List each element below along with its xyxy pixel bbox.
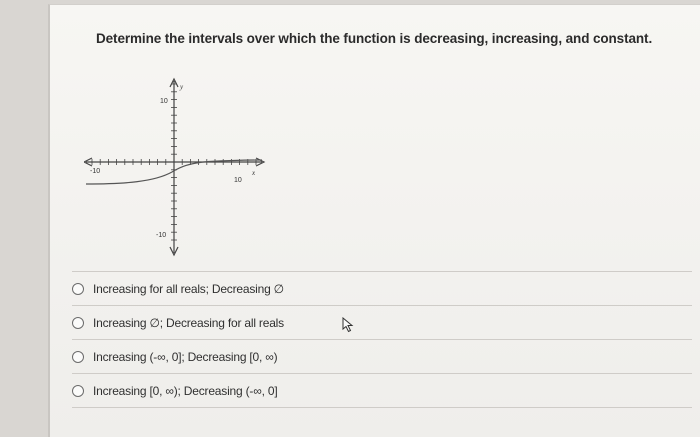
answer-option-1[interactable] — [72, 271, 692, 305]
y-tick-label-top: 10 — [160, 98, 168, 105]
radio-button[interactable] — [72, 351, 84, 363]
y-axis — [170, 79, 178, 255]
radio-button[interactable] — [72, 317, 84, 329]
x-axis-label: x — [252, 169, 256, 177]
question-text: Determine the intervals over which the function is decreasing, increasing, and constant. — [96, 31, 653, 46]
y-tick-label-bottom: -10 — [156, 232, 167, 239]
x-tick-label-right: 10 — [234, 177, 242, 184]
radio-button[interactable] — [72, 283, 84, 295]
answer-option-3[interactable] — [72, 339, 692, 373]
answer-option-label: Increasing [0, ∞); Decreasing (-∞, 0] — [93, 383, 278, 398]
mouse-cursor-icon — [342, 317, 354, 333]
y-axis-label: y — [180, 83, 184, 91]
answer-option-label: Increasing (-∞, 0]; Decreasing [0, ∞) — [93, 349, 278, 364]
answer-option-label: Increasing ∅; Decreasing for all reals — [93, 315, 284, 330]
function-graph — [84, 75, 284, 265]
x-tick-label-left: -10 — [90, 168, 101, 175]
answer-options — [72, 271, 692, 408]
answer-option-2[interactable] — [72, 305, 692, 339]
question-card — [48, 4, 700, 437]
answer-option-label: Increasing for all reals; Decreasing ∅ — [93, 281, 284, 296]
radio-button[interactable] — [72, 385, 84, 397]
answer-option-4[interactable] — [72, 373, 692, 408]
